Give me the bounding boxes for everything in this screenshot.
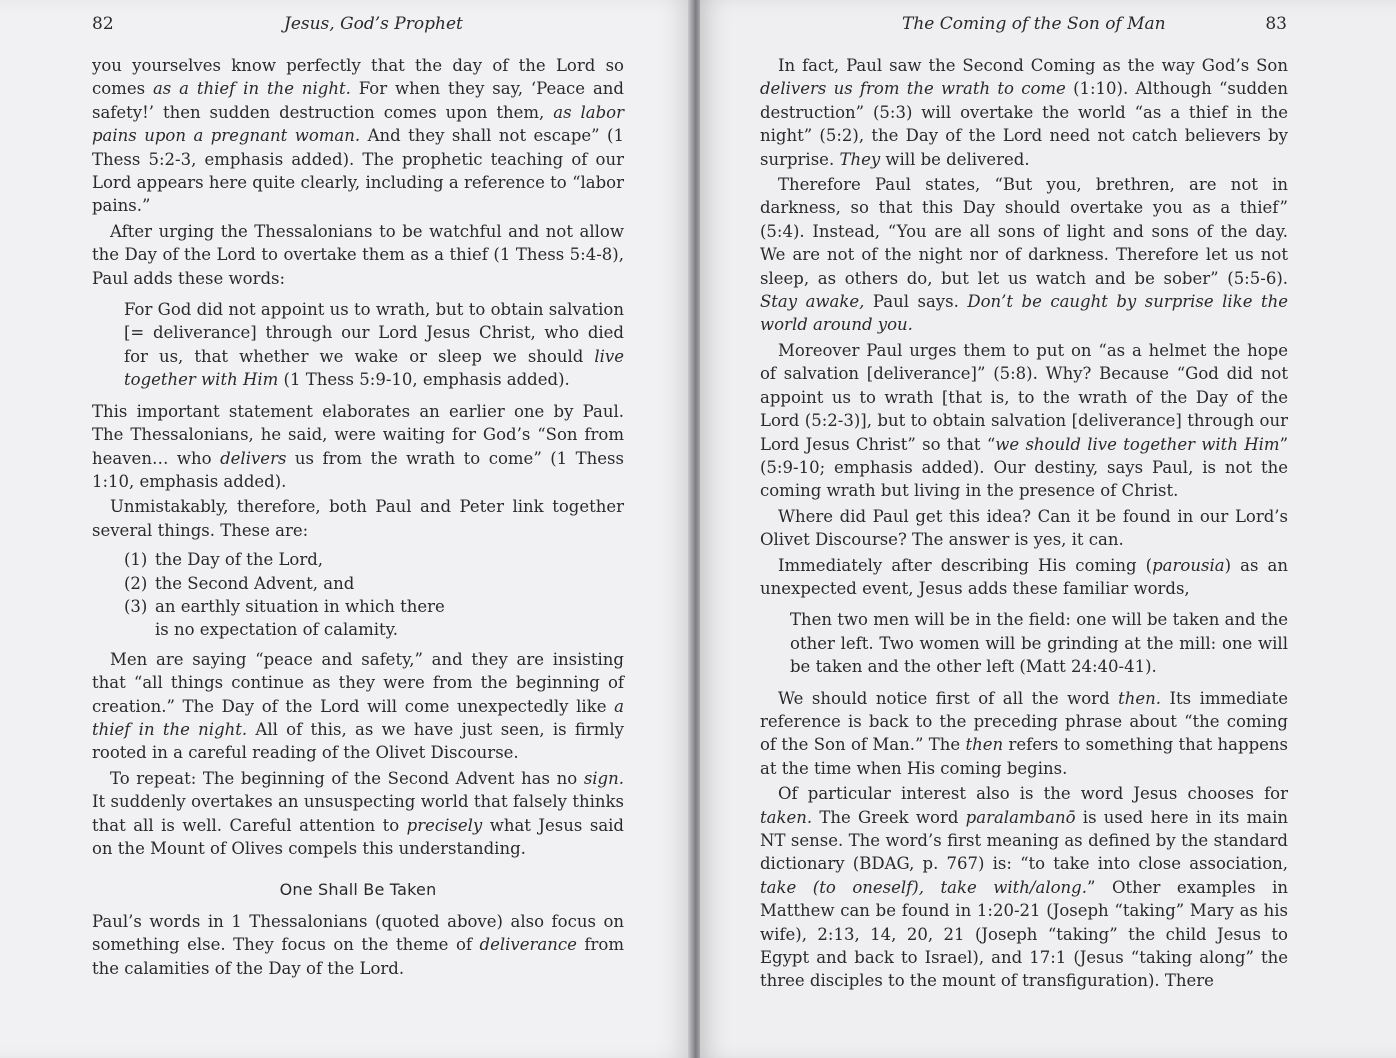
left-paragraph-2 bbox=[92, 220, 624, 290]
italic-run: we should live together with Him bbox=[995, 434, 1280, 454]
text-run: (1:10). Although “sudden destruction” (5:3) will overtake the world “as a thief in the night” (5:2), the Day of the Lord need not catch believers by surprise. bbox=[760, 79, 1288, 169]
italic-run: parousia bbox=[1152, 555, 1225, 575]
italic-run: as a thief in the night. bbox=[152, 79, 351, 99]
italic-run: then bbox=[965, 735, 1004, 755]
italic-run: live together with Him bbox=[124, 346, 624, 390]
right-paragraph-3 bbox=[760, 339, 1288, 503]
left-paragraph-7 bbox=[92, 910, 624, 980]
right-paragraph-2 bbox=[760, 173, 1288, 337]
text-run: Then two men will be in the field: one will be taken and the other left. Two women will be grinding at the mill: one will be taken and the other left (Matt 24:40-41). bbox=[790, 610, 1288, 677]
text-run: ” (5:9-10; emphasis added). Our destiny, says Paul, is not the coming wrath but living in the presence of Christ. bbox=[760, 434, 1288, 501]
list-item-text: an earthly situation in which there is no expectation of calamity. bbox=[155, 596, 445, 640]
text-run: In fact, Paul saw the Second Coming as the way God’s Son bbox=[778, 56, 1288, 75]
text-run: Its immediate reference is back to the preceding phrase about “the coming of the Son of Man.” The bbox=[760, 688, 1288, 755]
text-run: is used here in its main NT sense. The word’s first meaning as defined by the standard dictionary (BDAG, p. 767) is: “to take into close association, bbox=[760, 807, 1288, 874]
text-run: Of particular interest also is the word Jesus chooses for bbox=[778, 784, 1288, 804]
list-item-number: (3) bbox=[124, 596, 148, 616]
right-running-head: The Coming of the Son of Man bbox=[902, 14, 1166, 34]
right-body-text bbox=[760, 54, 1288, 995]
text-run: (1 Thess 5:9-10, emphasis added). bbox=[278, 370, 570, 390]
list-item-number: (1) bbox=[124, 550, 148, 570]
text-run: All of this, as we have just seen, is firmly rooted in a careful reading of the Olivet Discourse. bbox=[92, 719, 624, 763]
text-run: Therefore Paul states, “But you, brethren, are not in darkness, so that this Day should overtake you as a thief” (5:4). Instead, “You are all sons of light and sons of the day. We are not of the night nor of darkness. Therefore let us not sleep, as others do, but let us watch and be sober” (5:5-6). bbox=[760, 175, 1288, 288]
right-paragraph-1 bbox=[760, 54, 1288, 171]
text-run: To repeat: The beginning of the Second Advent has no bbox=[110, 768, 584, 788]
right-paragraph-6 bbox=[760, 687, 1288, 781]
text-run: The Greek word bbox=[812, 807, 966, 827]
list-item bbox=[124, 548, 624, 571]
text-run: Where did Paul get this idea? Can it be found in our Lord’s Olivet Discourse? The answer is yes, it can. bbox=[760, 506, 1288, 550]
left-body-text bbox=[92, 54, 624, 982]
text-run: you yourselves know perfectly that the day of the Lord so comes bbox=[92, 56, 624, 99]
right-page bbox=[700, 0, 1396, 1058]
text-run: This important statement elaborates an earlier one by Paul. The Thessalonians, he said, were waiting for God’s “Son from heaven… who bbox=[92, 401, 624, 468]
left-numbered-list bbox=[124, 548, 624, 642]
text-run: We should notice first of all the word bbox=[778, 688, 1119, 708]
left-paragraph-3 bbox=[92, 400, 624, 494]
left-block-quote bbox=[124, 298, 624, 392]
text-run: Men are saying “peace and safety,” and they are insisting that “all things continue as they were from the beginning of creation.” The Day of the Lord will come unexpectedly like bbox=[92, 649, 624, 716]
text-run: Unmistakably, therefore, both Paul and Peter link together several things. These are: bbox=[92, 497, 624, 540]
left-paragraph-4 bbox=[92, 495, 624, 542]
list-item-text: the Day of the Lord, bbox=[155, 550, 324, 570]
text-run: Immediately after describing His coming ( bbox=[778, 555, 1153, 575]
left-paragraph-6 bbox=[92, 767, 624, 861]
text-run: Paul’s words in 1 Thessalonians (quoted above) also focus on something else. They focus on the theme of bbox=[92, 911, 624, 955]
text-run: For when they say, ‘Peace and safety!’ then sudden destruction comes upon them, bbox=[92, 79, 624, 122]
list-item-text: the Second Advent, and bbox=[155, 573, 355, 593]
italic-run: taken. bbox=[760, 807, 813, 827]
italic-run: deliverance bbox=[479, 935, 577, 955]
list-item bbox=[124, 595, 624, 642]
italic-run: delivers us from the wrath to come bbox=[760, 79, 1066, 99]
text-run: Moreover Paul urges them to put on “as a helmet the hope of salvation [deliverance]” (5:8). Why? Because “God did not appoint us to wrath [that is, to the wrath of the Day of the Lord (5:2-3)], but to obtain salvation [deliverance] through our Lord Jesus Christ” so that “ bbox=[760, 340, 1288, 454]
text-run: will be delivered. bbox=[880, 149, 1030, 169]
italic-run: Stay awake, bbox=[760, 292, 865, 312]
list-item-number: (2) bbox=[124, 573, 148, 593]
left-paragraph-5 bbox=[92, 648, 624, 765]
left-page bbox=[0, 0, 690, 1058]
text-run: And they shall not escape” (1 Thess 5:2-3, emphasis added). The prophetic teaching of our Lord appears here quite clearly, including a reference to “labor pains.” bbox=[92, 126, 624, 216]
right-page-number: 83 bbox=[1265, 14, 1287, 34]
left-paragraph-1 bbox=[92, 54, 624, 218]
text-run: ) as an unexpected event, Jesus adds these familiar words, bbox=[760, 555, 1288, 598]
text-run: Paul says. bbox=[864, 292, 968, 312]
left-running-head: Jesus, God’s Prophet bbox=[284, 14, 463, 34]
text-run: refers to something that happens at the time when His coming begins. bbox=[760, 735, 1288, 778]
italic-run: precisely bbox=[406, 815, 483, 835]
italic-run: They bbox=[839, 149, 881, 169]
italic-run: a thief in the night. bbox=[92, 696, 624, 739]
italic-run: as labor pains upon a pregnant woman. bbox=[92, 102, 624, 146]
text-run: For God did not appoint us to wrath, but to obtain salvation [= deliverance] through our Lord Jesus Christ, who died for us, that whether we wake or sleep we should bbox=[124, 300, 624, 366]
text-run: ” Other examples in Matthew can be found in 1:20-21 (Joseph “taking” Mary as his wife), 2:13, 14, 20, 21 (Joseph “taking” the child Jesus to Egypt and back to Israel), and 17:1 (Jesus “taking along” the three disciples to the mount of transfiguration). There bbox=[760, 877, 1289, 991]
italic-run: paralambanō bbox=[965, 807, 1076, 827]
left-page-number: 82 bbox=[92, 14, 114, 34]
right-block-quote bbox=[790, 608, 1288, 678]
text-run: us from the wrath to come” (1 Thess 1:10, emphasis added). bbox=[92, 448, 624, 491]
italic-run: Don’t be caught by surprise like the world around you. bbox=[760, 292, 1288, 335]
right-paragraph-4 bbox=[760, 505, 1288, 552]
italic-run: delivers bbox=[220, 448, 287, 468]
right-paragraph-7 bbox=[760, 782, 1288, 993]
list-item bbox=[124, 572, 624, 595]
italic-run: sign. bbox=[583, 768, 624, 788]
text-run: After urging the Thessalonians to be watchful and not allow the Day of the Lord to overtake them as a thief (1 Thess 5:4-8), Paul adds these words: bbox=[92, 221, 624, 288]
text-run: It suddenly overtakes an unsuspecting world that falsely thinks that all is well. Careful attention to bbox=[92, 792, 624, 835]
text-run: what Jesus said on the Mount of Olives compels this understanding. bbox=[92, 815, 624, 858]
italic-run: take (to oneself), take with/along. bbox=[760, 877, 1087, 897]
right-paragraph-5 bbox=[760, 554, 1288, 601]
section-heading: One Shall Be Taken bbox=[279, 880, 437, 900]
text-run: from the calamities of the Day of the Lord. bbox=[92, 935, 624, 978]
italic-run: then. bbox=[1118, 688, 1162, 708]
